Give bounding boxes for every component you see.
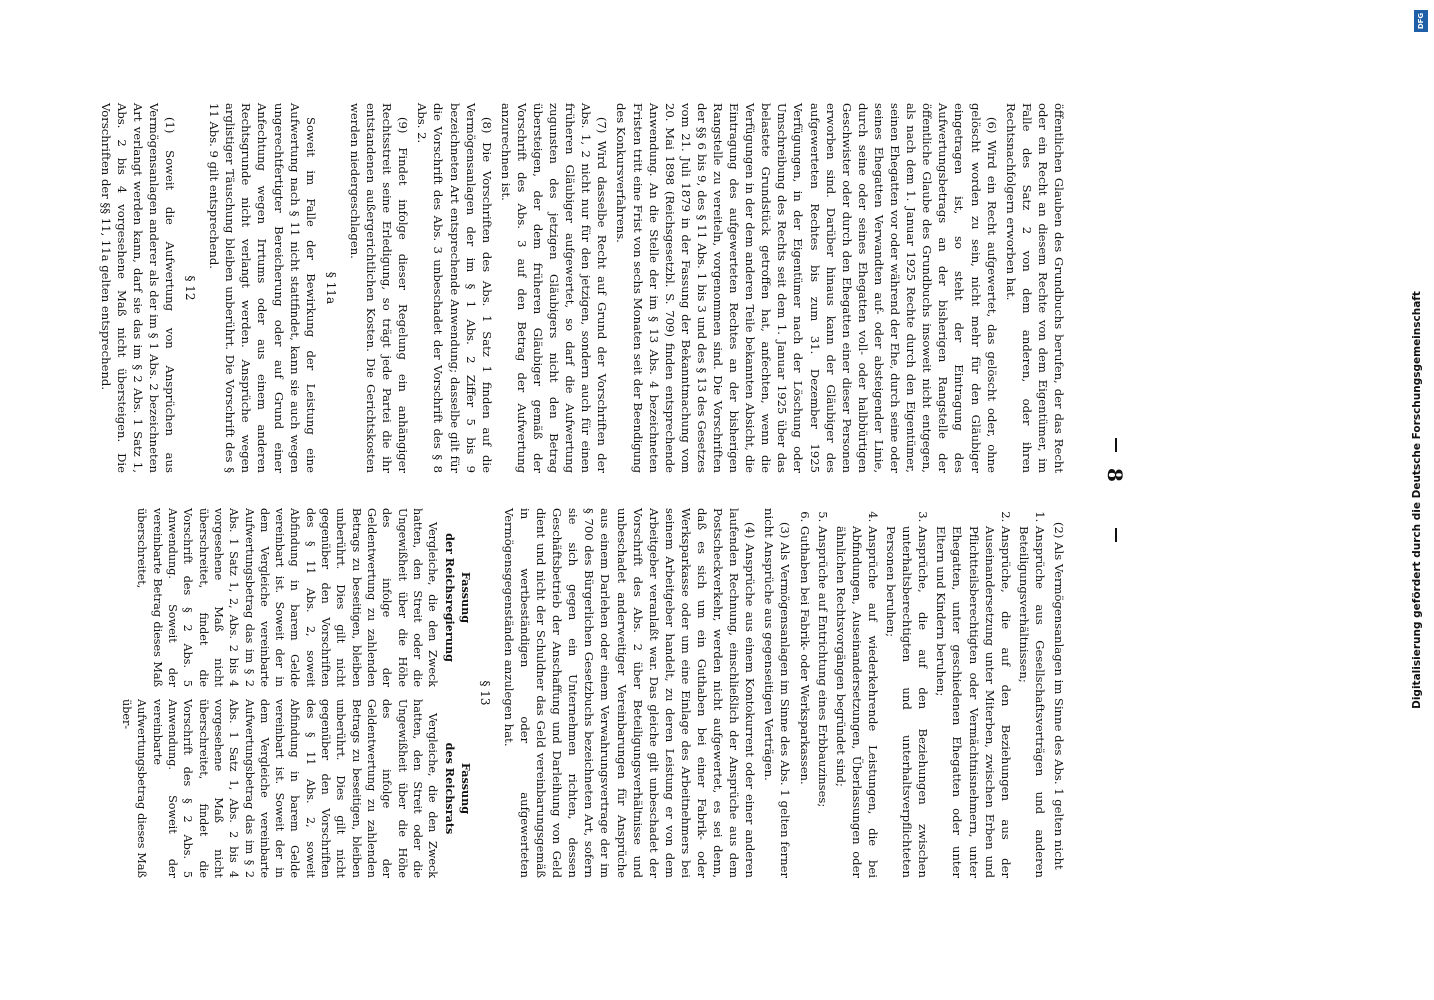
version-comparison xyxy=(116,508,473,878)
exclusion-list xyxy=(797,508,1048,878)
version-heading-line1: Fassung xyxy=(458,571,473,624)
list-item: 6. Guthaben bei Fabrik- oder Werksparkassen. xyxy=(797,526,813,878)
version-heading-line2: der Reichsregierung xyxy=(443,533,458,662)
page-number-dash-left xyxy=(1115,438,1117,452)
paragraph-12-1: (1) Soweit die Aufwertung von Ansprüchen aus Vermögensanlagen anderer als der im § 1 Abs. 2 bezeichneten Art verlangt werden kann, darf sie das im § 2 Abs. 1 Satz 1, Abs. 2 bis 4 vorgesehene Maß nicht übersteigen. Die Vorschriften der §§ 11, 11a gelten entsprechend. xyxy=(98,103,178,473)
list-item: 1. Ansprüche aus Gesellschaftsverträgen und anderen Beteiligungsverhältnissen; xyxy=(1016,526,1048,878)
version-text: Vergleiche, die den Zweck hatten, den Streit oder die Ungewißheit über die Höhe des infolge der Geldentwertung zu zahlenden Betrags zu beseitigen, bleiben unberührt. Dies gilt nicht gegenüber den Vorschriften des § 11 Abs. 2, soweit Abfindung in barem Gelde vereinbart ist. Soweit der in dem Vergleiche vereinbarte Aufwertungsbetrag das im § 2 Abs. 1 Satz 1, Abs. 2 bis 4 vorgesehene Maß nicht überschreitet, findet die Vorschrift des § 2 Abs. 5 Anwendung. Soweit der vereinbarte Aufwertungsbetrag dieses Maß über- xyxy=(120,699,440,878)
version-reichsrat xyxy=(116,699,473,878)
rotated-page-content xyxy=(0,83,1127,903)
left-column xyxy=(95,103,1067,473)
digitization-credit xyxy=(1404,10,1430,990)
page-number: 8 xyxy=(1103,468,1127,482)
section-heading-13: § 13 xyxy=(477,680,492,706)
version-reichsregierung xyxy=(116,508,473,687)
paragraph-6: (6) Wird ein Recht aufgewertet, das gelöscht oder, ohne gelöscht worden zu sein, nicht mehr für den Gläubiger eingetragen ist, so steht der Eintragung des Aufwertungsbetrags an der bisherigen Rangstelle der öffentliche Glaube des Grundbuchs insoweit nicht entgegen, als nach dem 1. Januar 1925 Rechte durch den Eigentümer, seinen Ehegatten vor oder während der Ehe, durch seine oder seines Ehegatten Verwandten auf- oder absteigender Linie, durch seine oder seines Ehegatten voll- oder halbbürtigen Geschwister oder durch den Ehegatten einer dieser Personen erworben sind. Darüber hinaus kann der Gläubiger des aufgewerteten Rechtes bis zum 31. Dezember 1925 Verfügungen, in der Eigentümer nach der Löschung oder Umschreibung des Rechts seit dem 1. Januar 1925 über das belastete Grundstück getroffen hat, anfechten, wenn die Verfügungen in der dem anderen Teile bekannten Absicht, die Eintragung des aufgewerteten Rechtes an der bisherigen Rangstelle zu vereiteln, vorgenommen sind. Die Vorschriften der §§ 6 bis 9, des § 11 Abs. 1 bis 3 und des § 13 des Gesetzes vom 21. Juli 1879 in der Fassung der Bekanntmachung vom 20. Mai 1898 (Reichsgesetzbl. S. 709) finden entsprechende Anwendung. An die Stelle der im § 13 Abs. 4 bezeichneten Fristen tritt eine Frist von sechs Monaten seit der Beendigung des Konkursverfahrens. xyxy=(614,103,999,473)
version-text: Vergleiche, die den Zweck hatten, den Streit oder die Ungewißheit über die Höhe des infolge der Geldentwertung zu zahlenden Betrags zu beseitigen, bleiben unberührt. Dies gilt nicht gegenüber den Vorschriften des § 11 Abs. 2, soweit Abfindung in barem Gelde vereinbart ist. Soweit der in dem Vergleiche vereinbarte Aufwertungsbetrag das im § 2 Abs. 1 Satz 1, 2, Abs. 2 bis 4 vorgesehene Maß nicht überschreitet, findet die Vorschrift des § 2 Abs. 5 Anwendung. Soweit der vereinbarte Betrag dieses Maß überschreitet, xyxy=(135,508,440,687)
page-number-dash-right xyxy=(1115,528,1117,542)
version-heading xyxy=(442,699,473,878)
credit-text: Digitalisierung gefördert durch die Deutsche Forschungsgemeinschaft xyxy=(1411,291,1423,709)
paragraph-11a: Soweit im Falle der Bewirkung der Leistung eine Aufwertung nach § 11 nicht stattfindet, kann sie auch wegen ungerechtfertigter Bereicherung oder auf Grund einer Anfechtung wegen Irrtums oder aus einem anderen Rechtsgrunde nicht verlangt werden. Ansprüche wegen arglistiger Täuschung bleiben unberührt. Die Vorschrift des § 11 Abs. 9 gilt entsprechend. xyxy=(207,103,318,473)
paragraph-7: (7) Wird dasselbe Recht auf Grund der Vorschriften der Abs. 1, 2 nicht nur für den jetzigen, sondern auch für einen früheren Gläubiger aufgewertet, so darf die Aufwertung zugunsten des jetzigen Gläubigers nicht den Betrag übersteigen, der dem früheren Gläubiger gemäß der Vorschrift des Abs. 3 auf den Betrag der Aufwertung anzurechnen ist. xyxy=(498,103,610,473)
version-heading-line1: Fassung xyxy=(458,762,473,815)
right-column xyxy=(116,508,1067,878)
paragraph-12-3: (3) Als Vermögensanlagen im Sinne des Abs. 1 gelten ferner nicht Ansprüche aus gegenseitigen Verträgen. xyxy=(762,508,793,878)
list-item: 2. Ansprüche, die auf den Beziehungen aus der Auseinandersetzung unter Miterben, zwischen Erben und Pflichtteilsberechtigten oder Vermächtnisnehmern, unter Ehegatten, unter geschiedenen Ehegatten oder unter Eltern und Kindern beruhen; xyxy=(933,526,1013,878)
paragraph-12-2-intro: (2) Als Vermögensanlagen im Sinne des Abs. 1 gelten nicht xyxy=(1052,522,1066,870)
section-heading-11a: § 11a xyxy=(323,271,338,305)
dfg-logo-icon: DFG xyxy=(1414,10,1428,32)
paragraph-9: (9) Findet infolge dieser Regelung ein anhängiger Rechtsstreit seine Erledigung, so trägt jede Partei die ihr entstandenen außergerichtlichen Kosten. Die Gerichtskosten werden niedergeschlagen. xyxy=(347,103,411,473)
paragraph-12-4: (4) Ansprüche aus einem Kontokurrent oder einer anderen laufenden Rechnung, einschließlich der Ansprüche aus dem Postscheckverkehr, werden nicht aufgewertet, es sei denn, daß es sich um ein Guthaben bei einer Fabrik- oder Werksparkasse oder um eine Einlage des Arbeitnehmers bei seinem Arbeitgeber handelt, zu deren Leistung er von dem Arbeitgeber veranlaßt war. Das gleiche gilt unbeschadet der Vorschrift des Abs. 2 über Beteiligungsverhältnisse und unbeschadet anderweitiger Vereinbarungen für Ansprüche aus einem Darlehen oder einem Verwahrungsvertrage der im § 700 des Bürgerlichen Gesetzbuchs bezeichneten Art, sofern sie sich gegen ein Unternehmen richten, dessen Geschäftsbetrieb der Anschaffung und Darleihung von Geld dient und nicht der Schuldner das Geld vereinbarungsgemäß in wertbeständigen oder aufgewerteten Vermögensgegenständen anzulegen hat. xyxy=(501,508,758,878)
list-item: 5. Ansprüche auf Entrichtung eines Erbbauzinses; xyxy=(815,526,831,878)
version-heading-line2: des Reichsrats xyxy=(443,742,458,835)
list-item: 4. Ansprüche auf wiederkehrende Leistungen, die bei Abfindungen, Auseinandersetzungen, Überlassungen oder ähnlichen Rechtsvorgängen begründet sind; xyxy=(833,526,881,878)
list-item: 3. Ansprüche, die auf den Beziehungen zwischen unterhaltsberechtigten und unterhaltsverpflichteten Personen beruhen; xyxy=(883,526,931,878)
section-heading-12: § 12 xyxy=(183,275,198,301)
paragraph-continuation: öffentlichen Glauben des Grundbuchs berufen, der das Recht oder ein Recht an diesem Rechte von dem Eigentümer, im Falle des Satz 2 von dem anderen, oder ihren Rechtsnachfolgern erworben hat. xyxy=(1003,103,1066,473)
paragraph-8: (8) Die Vorschriften des Abs. 1 Satz 1 finden auf die Vermögensanlagen der im § 1 Abs. 2 Ziffer 5 bis 9 bezeichneten Art entsprechende Anwendung; dasselbe gilt für die Vorschrift des Abs. 3 unbeschadet der Vorschrift des § 8 Abs. 2. xyxy=(415,103,494,473)
version-heading xyxy=(442,508,473,687)
